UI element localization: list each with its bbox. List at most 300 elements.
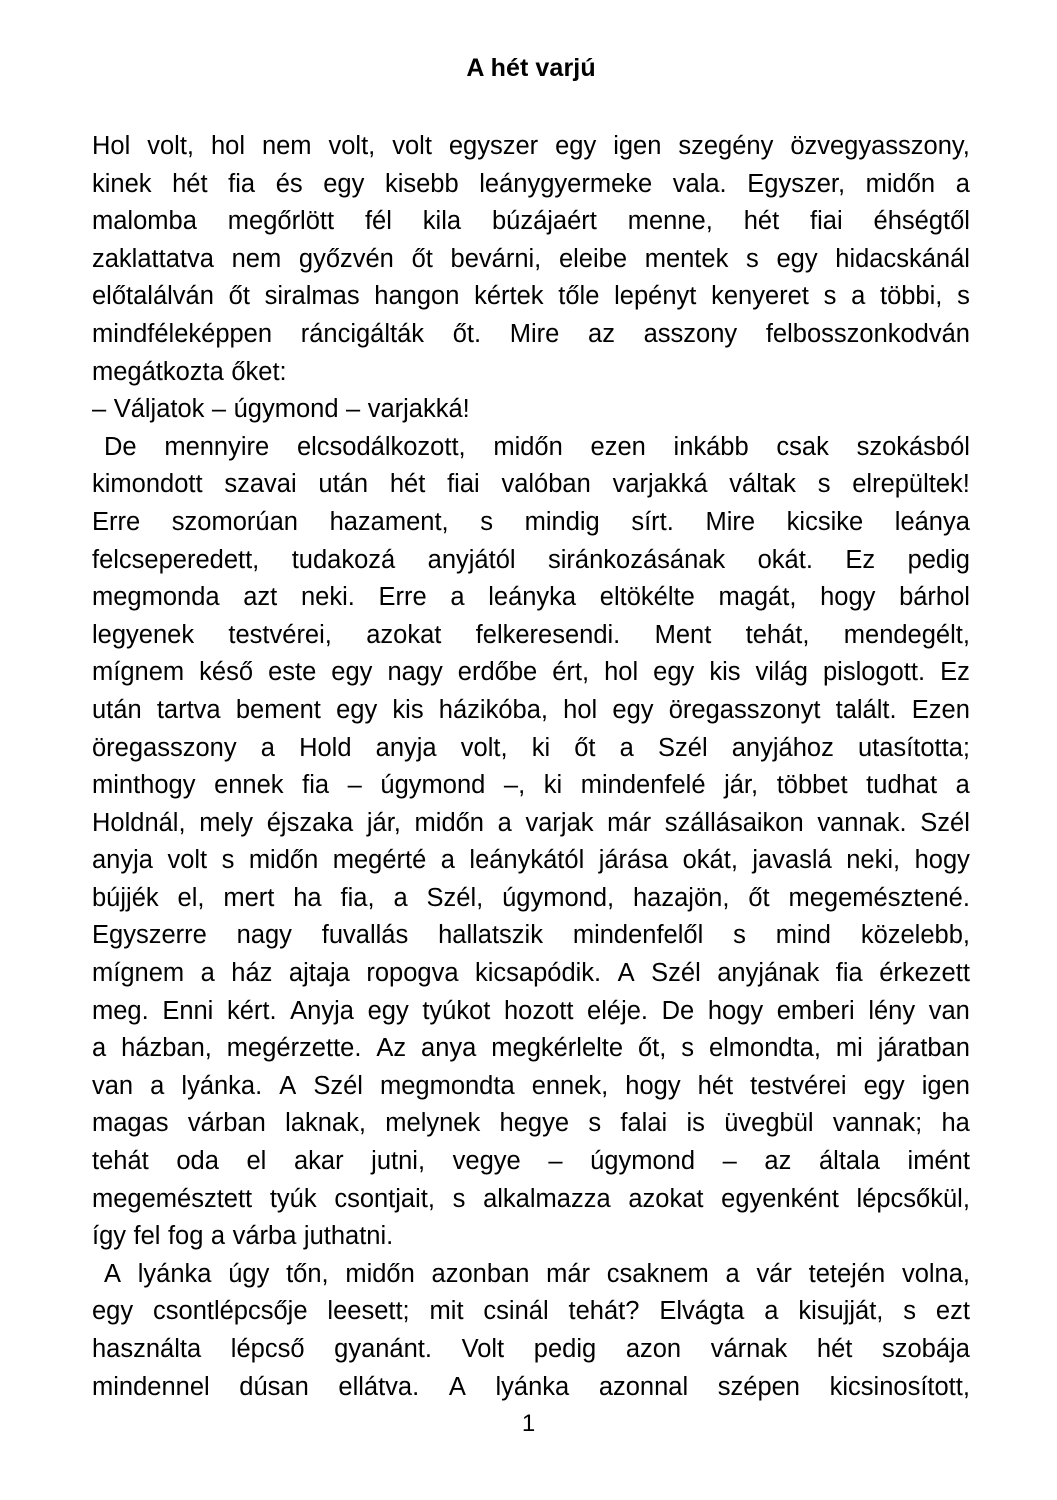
text-word: fiai <box>447 470 480 499</box>
text-word: a <box>497 808 512 837</box>
text-word: mindennel <box>92 1372 210 1401</box>
text-word: mindenfelé <box>580 771 706 800</box>
text-word: Szél <box>658 733 708 762</box>
text-word: midőn <box>345 1259 415 1288</box>
text-word: özvegyasszony, <box>790 132 970 160</box>
text-line <box>92 1105 970 1143</box>
text-word: kisebb <box>384 169 459 198</box>
text-line <box>92 842 970 880</box>
text-word: a <box>260 733 275 762</box>
text-word: csontjait, <box>334 1184 435 1213</box>
text-word: volt <box>167 846 208 875</box>
text-word: őt <box>748 883 770 912</box>
text-word: megérzette. <box>226 1034 362 1063</box>
text-word: s <box>817 470 831 499</box>
text-word: neki, <box>846 846 901 875</box>
text-word: megkérlelte <box>491 1034 624 1063</box>
text-line <box>92 654 970 692</box>
text-word: juthatni. <box>303 1222 394 1251</box>
text-line <box>92 880 970 918</box>
text-word: a <box>955 169 970 198</box>
text-word: a <box>200 959 215 988</box>
text-word: tartva <box>156 695 221 724</box>
text-word: lépcső <box>230 1335 305 1363</box>
text-word: hét <box>172 169 208 198</box>
text-word: okát, <box>682 846 738 875</box>
text-word: nagy <box>236 921 292 950</box>
page-number: 1 <box>521 1410 536 1437</box>
page-title: A hét varjú <box>466 54 596 82</box>
text-word: őt, <box>638 1034 667 1063</box>
text-word: hegye <box>499 1109 570 1138</box>
text-word: De <box>104 432 137 461</box>
text-word: – <box>92 395 107 424</box>
text-line <box>92 278 970 316</box>
text-word: mennyire <box>164 432 270 461</box>
text-word: varjakká! <box>367 395 470 424</box>
text-word: így <box>92 1222 127 1251</box>
text-word: emberi <box>776 996 855 1025</box>
text-word: megmondta <box>379 1071 515 1100</box>
text-word: A <box>104 1259 122 1288</box>
text-word: hogy <box>914 846 970 875</box>
text-line <box>92 203 970 241</box>
text-word: kis <box>709 658 741 687</box>
text-word: egy <box>612 695 654 724</box>
text-line <box>92 128 970 166</box>
text-word: őt <box>411 244 433 273</box>
text-word: valóban <box>501 470 591 499</box>
text-word: fél <box>364 207 392 236</box>
text-line <box>92 1143 970 1181</box>
text-word: dúsan <box>239 1372 309 1401</box>
text-word: A <box>448 1372 466 1401</box>
text-word: hazament, <box>329 507 449 536</box>
text-word: kért. <box>226 996 277 1025</box>
text-word: a <box>619 733 634 762</box>
text-word: Ment <box>654 620 712 649</box>
text-word: fia <box>835 959 863 988</box>
text-word: a <box>764 1297 779 1326</box>
text-word: megmonda <box>92 583 220 612</box>
text-word: s <box>480 507 493 536</box>
text-word: varjak <box>525 808 594 837</box>
text-word: tehát, <box>745 620 810 649</box>
text-word: hét <box>389 470 426 499</box>
text-word: zaklattatva <box>92 244 214 273</box>
text-line <box>92 730 970 768</box>
text-word: s <box>588 1109 602 1138</box>
text-word: siránkozásának <box>548 545 726 574</box>
text-word: a <box>955 771 970 800</box>
text-word: volt <box>392 132 432 160</box>
text-word: hazajön, <box>633 883 730 912</box>
text-word: tőle <box>558 282 600 311</box>
text-word: kis <box>392 695 424 724</box>
text-word: győzvén <box>298 244 394 273</box>
text-word: hét <box>743 207 780 236</box>
text-word: a <box>210 1222 226 1251</box>
text-word: Elvágta <box>659 1297 745 1326</box>
text-word: az <box>588 319 615 348</box>
text-word: szépen <box>717 1372 800 1401</box>
text-word: volna, <box>901 1259 970 1288</box>
text-word: eltökélte <box>599 583 695 612</box>
text-word: neki. <box>300 583 355 612</box>
text-word: midőn <box>414 808 484 837</box>
text-word: egy <box>555 132 597 160</box>
text-word: azokat <box>628 1184 704 1213</box>
text-word: elcsodálkozott, <box>296 432 466 461</box>
text-word: javaslá <box>752 846 832 875</box>
text-word: laknak, <box>285 1109 366 1138</box>
text-word: szállásaikon <box>664 808 804 837</box>
text-line <box>92 1369 970 1407</box>
text-word: vannak. <box>817 808 907 837</box>
text-word: anyjához <box>731 733 834 762</box>
text-word: várba <box>232 1222 297 1251</box>
text-word: Szél <box>313 1071 363 1100</box>
text-word: falai <box>620 1109 668 1138</box>
text-word: egyszer <box>448 132 539 160</box>
text-word: leesett; <box>327 1297 410 1326</box>
text-line <box>92 1218 970 1256</box>
text-word: után <box>318 470 369 499</box>
text-word: nem <box>261 132 312 160</box>
text-word: közelebb, <box>860 921 970 950</box>
text-word: házban, <box>121 1034 212 1063</box>
text-word: eleibe <box>558 244 628 273</box>
text-word: mendegélt, <box>843 620 970 649</box>
text-word: hogy <box>707 996 764 1025</box>
text-word: várnak <box>710 1335 788 1363</box>
text-word: pislogott. <box>823 658 926 687</box>
text-word: mentek <box>644 244 729 273</box>
text-word: okát. <box>757 545 813 574</box>
text-word: bárhol <box>899 583 970 612</box>
text-word: tehát <box>92 1147 149 1176</box>
text-word: is <box>686 1109 705 1138</box>
text-word: őket: <box>231 357 287 386</box>
text-word: jutni, <box>371 1147 426 1176</box>
text-word: akar <box>293 1147 344 1176</box>
text-word: egy <box>331 658 373 687</box>
text-word: s <box>452 1184 466 1213</box>
text-word: csaknem <box>606 1259 709 1288</box>
text-line <box>92 993 970 1031</box>
text-word: leánya <box>894 507 970 536</box>
text-word: s <box>957 282 970 311</box>
text-line <box>92 1256 970 1294</box>
text-word: Egyszer, <box>747 169 846 198</box>
text-word: Hold <box>299 733 352 762</box>
text-word: pedig <box>533 1335 597 1363</box>
text-word: hét <box>697 1071 734 1100</box>
text-word: úgymond, <box>502 883 615 912</box>
text-word: csontlépcsője <box>153 1297 308 1326</box>
text-line <box>92 767 970 805</box>
text-word: kértek <box>474 282 544 311</box>
text-word: mely <box>199 808 254 837</box>
text-word: mindenfelől <box>572 921 704 950</box>
text-word: el <box>246 1147 267 1176</box>
text-word: tetején <box>808 1259 886 1288</box>
text-word: anya <box>421 1034 477 1063</box>
text-word: a <box>150 1071 165 1100</box>
text-line <box>92 692 970 730</box>
text-word: ropogva <box>366 959 459 988</box>
text-word: fog <box>167 1222 204 1251</box>
text-word: házikóba, <box>438 695 548 724</box>
text-word: egyenként <box>721 1184 839 1213</box>
text-word: hét <box>816 1335 853 1363</box>
text-word: Ezen <box>911 695 970 724</box>
text-word: van <box>928 996 970 1025</box>
text-word: fia <box>228 169 256 198</box>
body-text <box>92 128 970 1406</box>
text-word: ha <box>293 883 322 912</box>
text-word: hidacskánál <box>835 244 970 273</box>
text-word: már <box>607 808 652 837</box>
text-word: világ <box>755 658 808 687</box>
text-word: éjszaka <box>266 808 354 837</box>
text-word: után <box>92 695 142 724</box>
text-word: – <box>211 395 227 424</box>
text-word: volt, <box>460 733 508 762</box>
text-word: s <box>681 1034 695 1063</box>
text-word: felcseperedett, <box>92 545 260 574</box>
text-word: lepényt <box>614 282 697 311</box>
text-word: – <box>548 1147 563 1176</box>
text-word: malomba <box>92 207 197 236</box>
text-word: ki <box>531 733 551 762</box>
text-word: szomorúan <box>171 507 298 536</box>
text-word: gyanánt. <box>334 1335 432 1363</box>
text-word: Ez <box>845 545 876 574</box>
text-word: használta <box>92 1335 202 1363</box>
text-word: Szél <box>920 808 970 837</box>
text-word: Holdnál, <box>92 808 186 837</box>
text-word: ennek, <box>531 1071 609 1100</box>
text-word: ennek <box>214 771 284 800</box>
text-word: s <box>221 846 235 875</box>
text-word: azt <box>243 583 278 612</box>
text-word: ezen <box>590 432 646 461</box>
text-word: Az <box>376 1034 407 1063</box>
text-word: lépcsőkül, <box>856 1184 970 1213</box>
text-word: ha <box>941 1109 970 1138</box>
text-word: az <box>764 1147 792 1176</box>
text-word: szegény <box>678 132 774 160</box>
text-word: éhségtől <box>873 207 970 236</box>
text-word: hol <box>563 695 598 724</box>
text-line <box>92 1331 970 1369</box>
text-word: fiai <box>810 207 843 236</box>
text-word: –, <box>503 771 526 800</box>
text-word: megőrlött <box>227 207 335 236</box>
text-word: mert <box>223 883 275 912</box>
text-word: s <box>903 1297 917 1326</box>
text-word: ellátva. <box>338 1372 420 1401</box>
text-word: anyjától <box>427 545 516 574</box>
text-word: Ez <box>940 658 970 687</box>
text-word: fel <box>133 1222 161 1251</box>
text-word: előtalálván <box>92 282 214 311</box>
text-word: hozott <box>503 996 574 1025</box>
text-word: bújjék <box>92 883 159 912</box>
text-word: vannak; <box>832 1109 923 1138</box>
text-line <box>92 504 970 542</box>
text-word: felbosszonkodván <box>765 319 970 348</box>
text-word: úgymond <box>233 395 339 424</box>
text-word: szavai <box>224 470 297 499</box>
text-word: egy <box>323 169 365 198</box>
text-word: ki <box>543 771 563 800</box>
text-word: imént <box>907 1147 970 1176</box>
text-word: úgymond <box>380 771 486 800</box>
text-word: vár <box>756 1259 792 1288</box>
text-line <box>92 1293 970 1331</box>
text-word: oda <box>176 1147 219 1176</box>
text-word: A <box>279 1071 297 1100</box>
text-word: fia <box>302 771 330 800</box>
text-word: Mire <box>705 507 756 536</box>
text-word: tőn, <box>286 1259 329 1288</box>
text-word: egy <box>776 244 818 273</box>
text-word: vala. <box>672 169 727 198</box>
text-word: lény <box>868 996 916 1025</box>
text-word: a <box>450 583 465 612</box>
text-line <box>92 316 970 354</box>
text-word: magát, <box>718 583 797 612</box>
text-word: siralmas <box>264 282 360 311</box>
text-word: legyenek <box>92 620 195 649</box>
text-word: egy <box>367 996 409 1025</box>
text-word: csak <box>776 432 829 461</box>
text-word: mind <box>775 921 831 950</box>
text-word: erdőbe <box>457 658 538 687</box>
text-word: már <box>546 1259 591 1288</box>
text-word: vegye <box>452 1147 521 1176</box>
text-word: Egyszerre <box>92 921 207 950</box>
text-word: jár, <box>366 808 401 837</box>
text-word: nagy <box>387 658 443 687</box>
text-word: a <box>92 1034 107 1063</box>
text-word: többi, <box>879 282 943 311</box>
text-word: talált. <box>835 695 897 724</box>
text-word: elmondta, <box>708 1034 821 1063</box>
text-word: jár, <box>724 771 759 800</box>
text-word: ért, <box>552 658 590 687</box>
text-word: midőn <box>248 846 319 875</box>
text-word: elrepültek! <box>852 470 970 499</box>
text-word: sírt. <box>631 507 674 536</box>
text-word: és <box>275 169 303 198</box>
text-word: Mire <box>509 319 560 348</box>
text-word: azonnal <box>598 1372 689 1401</box>
text-word: anyja <box>375 733 437 762</box>
text-word: lyánka. <box>181 1071 263 1100</box>
text-word: mígnem <box>92 658 185 687</box>
text-word: tudakozá <box>291 545 396 574</box>
text-line <box>92 1030 970 1068</box>
text-word: váltak <box>729 470 796 499</box>
text-word: kila <box>422 207 462 236</box>
text-word: ajtaja <box>288 959 350 988</box>
text-word: azonban <box>431 1259 530 1288</box>
text-line <box>92 429 970 467</box>
text-word: mindig <box>524 507 600 536</box>
text-word: öregasszony <box>92 733 237 762</box>
text-word: igen <box>921 1071 970 1100</box>
text-word: ráncigálták <box>300 319 425 348</box>
text-word: hallatszik <box>438 921 543 950</box>
text-line <box>92 542 970 580</box>
text-word: Szél <box>651 959 701 988</box>
text-word: Anyja <box>290 996 354 1025</box>
text-word: igen <box>613 132 662 160</box>
text-word: tudhat <box>866 771 938 800</box>
text-word: Szél, <box>426 883 484 912</box>
text-word: a <box>393 883 408 912</box>
text-word: Erre <box>378 583 427 612</box>
text-word: tyúkot <box>422 996 491 1025</box>
text-word: Volt <box>461 1335 505 1363</box>
text-word: A <box>617 959 635 988</box>
text-word: tehát? <box>568 1297 640 1326</box>
text-word: Erre <box>92 507 141 536</box>
text-word: ház <box>231 959 273 988</box>
text-word: testvérei, <box>228 620 332 649</box>
text-line <box>92 1181 970 1219</box>
text-line <box>92 805 970 843</box>
text-line <box>92 917 970 955</box>
text-word: úgy <box>228 1259 270 1288</box>
text-word: – <box>722 1147 737 1176</box>
text-word: Váljatok <box>113 395 205 424</box>
text-word: hogy <box>625 1071 681 1100</box>
text-word: alkalmazza <box>483 1184 611 1213</box>
text-word: s <box>733 921 746 950</box>
text-word: tyúk <box>269 1184 317 1213</box>
text-word: s <box>746 244 759 273</box>
text-word: szokásból <box>856 432 970 461</box>
text-line <box>92 579 970 617</box>
text-word: a <box>440 846 455 875</box>
text-word: őt. <box>452 319 482 348</box>
text-word: üvegbül <box>724 1109 814 1138</box>
text-word: Hol <box>92 132 131 160</box>
text-word: van <box>92 1071 134 1100</box>
text-word: este <box>268 658 317 687</box>
text-line <box>92 354 970 392</box>
text-word: többet <box>776 771 848 800</box>
text-word: volt, <box>147 132 194 160</box>
text-word: lyánka <box>495 1372 570 1401</box>
text-word: egy <box>653 658 695 687</box>
text-word: érkezett <box>879 959 970 988</box>
text-word: öregasszonyt <box>668 695 821 724</box>
text-word: fia, <box>340 883 375 912</box>
text-word: bement <box>235 695 321 724</box>
text-word: bevárni, <box>450 244 542 273</box>
text-word: azon <box>625 1335 682 1363</box>
text-word: várban <box>187 1109 266 1138</box>
text-word: – <box>346 395 361 424</box>
text-word: azokat <box>366 620 442 649</box>
text-word: hol <box>604 658 639 687</box>
text-word: mígnem <box>92 959 185 988</box>
